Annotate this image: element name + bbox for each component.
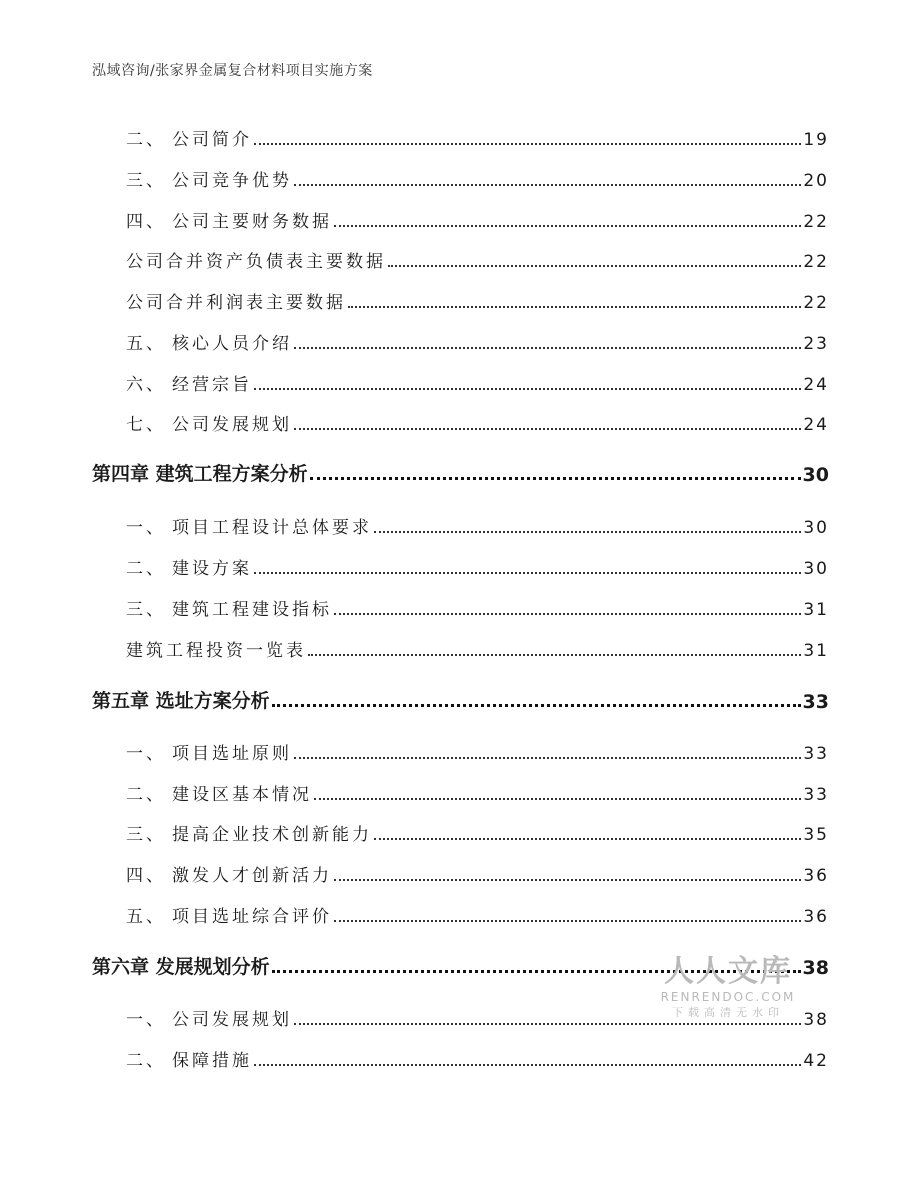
toc-section-entry[interactable] xyxy=(0,161,920,191)
toc-dot-leader xyxy=(334,613,801,615)
toc-page-number: 38 xyxy=(803,1010,829,1030)
toc-entry-text: 项目选址综合评价 xyxy=(172,907,332,927)
toc-page-number: 30 xyxy=(803,518,829,538)
toc-page-number: 30 xyxy=(802,464,829,486)
toc-entry-text: 公司合并资产负债表主要数据 xyxy=(126,252,386,272)
toc-page-number: 24 xyxy=(803,375,829,395)
toc-page-number: 38 xyxy=(802,957,829,979)
toc-chapter-entry[interactable] xyxy=(0,683,920,713)
toc-entry-number: 五、 xyxy=(126,334,166,354)
toc-section-entry[interactable] xyxy=(0,405,920,435)
toc-dot-leader xyxy=(272,970,801,973)
toc-section-entry[interactable] xyxy=(0,202,920,232)
toc-entry-title xyxy=(92,686,270,713)
toc-entry-title xyxy=(126,329,292,354)
toc-dot-leader xyxy=(334,920,801,922)
toc-dot-leader xyxy=(294,428,801,430)
toc-section-entry[interactable] xyxy=(0,590,920,620)
toc-entry-title xyxy=(126,288,346,313)
toc-entry-title xyxy=(92,459,308,486)
toc-dot-leader xyxy=(254,143,801,145)
toc-entry-number: 二、 xyxy=(126,785,166,805)
toc-dot-leader xyxy=(388,265,801,267)
toc-entry-text: 公司简介 xyxy=(172,130,252,150)
toc-page-number: 22 xyxy=(803,293,829,313)
toc-entry-title xyxy=(126,554,252,579)
toc-entry-text: 提高企业技术创新能力 xyxy=(172,825,372,845)
toc-entry-number: 二、 xyxy=(126,130,166,150)
toc-section-entry[interactable] xyxy=(0,549,920,579)
toc-dot-leader xyxy=(254,572,801,574)
toc-entry-text: 第四章 建筑工程方案分析 xyxy=(92,463,308,485)
toc-section-entry[interactable] xyxy=(0,365,920,395)
toc-section-entry[interactable] xyxy=(0,897,920,927)
toc-dot-leader xyxy=(308,654,801,656)
toc-entry-title xyxy=(126,207,332,232)
toc-page-number: 31 xyxy=(803,600,829,620)
toc-entry-text: 建设区基本情况 xyxy=(172,785,312,805)
toc-entry-title xyxy=(126,595,332,620)
toc-section-entry[interactable] xyxy=(0,775,920,805)
toc-entry-number: 四、 xyxy=(126,866,166,886)
toc-page-number: 24 xyxy=(803,415,829,435)
toc-dot-leader xyxy=(254,388,801,390)
toc-entry-title xyxy=(126,902,332,927)
toc-entry-text: 第六章 发展规划分析 xyxy=(92,956,270,978)
toc-entry-title xyxy=(126,739,292,764)
toc-entry-title xyxy=(126,247,386,272)
toc-dot-leader xyxy=(310,477,801,480)
toc-section-entry[interactable] xyxy=(0,508,920,538)
page-header: 泓域咨询/张家界金属复合材料项目实施方案 xyxy=(92,63,373,79)
toc-dot-leader xyxy=(294,757,801,759)
toc-page-number: 36 xyxy=(803,866,829,886)
toc-chapter-entry[interactable] xyxy=(0,949,920,979)
toc-page-number: 33 xyxy=(803,744,829,764)
toc-entry-text: 公司发展规划 xyxy=(172,415,292,435)
toc-dot-leader xyxy=(254,1064,801,1066)
toc-page-number: 19 xyxy=(803,130,829,150)
toc-entry-text: 保障措施 xyxy=(172,1051,252,1071)
toc-entry-text: 公司主要财务数据 xyxy=(172,212,332,232)
toc-page-number: 33 xyxy=(802,691,829,713)
toc-dot-leader xyxy=(348,306,801,308)
toc-entry-number: 三、 xyxy=(126,600,166,620)
toc-entry-text: 项目工程设计总体要求 xyxy=(172,518,372,538)
toc-entry-text: 经营宗旨 xyxy=(172,375,252,395)
toc-page-number: 31 xyxy=(803,641,829,661)
toc-section-entry[interactable] xyxy=(0,734,920,764)
toc-table-entry[interactable] xyxy=(0,242,920,272)
toc-entry-text: 第五章 选址方案分析 xyxy=(92,690,270,712)
toc-entry-title xyxy=(126,861,332,886)
toc-dot-leader xyxy=(272,704,801,707)
toc-entry-text: 公司竞争优势 xyxy=(172,171,292,191)
toc-dot-leader xyxy=(294,347,801,349)
toc-dot-leader xyxy=(334,879,801,881)
toc-entry-number: 七、 xyxy=(126,415,166,435)
toc-entry-title xyxy=(126,410,292,435)
toc-entry-text: 建筑工程投资一览表 xyxy=(126,641,306,661)
toc-entry-title xyxy=(126,636,306,661)
toc-section-entry[interactable] xyxy=(0,120,920,150)
toc-page-number: 33 xyxy=(803,785,829,805)
toc-entry-title xyxy=(126,166,292,191)
toc-entry-text: 核心人员介绍 xyxy=(172,334,292,354)
toc-entry-number: 四、 xyxy=(126,212,166,232)
toc-page-number: 22 xyxy=(803,252,829,272)
toc-dot-leader xyxy=(294,184,801,186)
toc-dot-leader xyxy=(374,838,801,840)
toc-entry-title xyxy=(126,1046,252,1071)
toc-dot-leader xyxy=(314,798,801,800)
toc-entry-number: 五、 xyxy=(126,907,166,927)
watermark-slogan-text: 下载高清无水印 xyxy=(672,1006,784,1019)
toc-entry-number: 一、 xyxy=(126,744,166,764)
watermark-main-text: 人人文库 xyxy=(664,954,792,989)
toc-chapter-entry[interactable] xyxy=(0,456,920,486)
toc-section-entry[interactable] xyxy=(0,815,920,845)
toc-section-entry[interactable] xyxy=(0,324,920,354)
toc-page-number: 23 xyxy=(803,334,829,354)
toc-page-number: 42 xyxy=(803,1051,829,1071)
toc-entry-text: 激发人才创新活力 xyxy=(172,866,332,886)
toc-entry-text: 项目选址原则 xyxy=(172,744,292,764)
toc-page-number: 35 xyxy=(803,825,829,845)
toc-entry-number: 六、 xyxy=(126,375,166,395)
toc-entry-title xyxy=(126,513,372,538)
toc-page-number: 30 xyxy=(803,559,829,579)
toc-entry-text: 建筑工程建设指标 xyxy=(172,600,332,620)
toc-section-entry[interactable] xyxy=(0,856,920,886)
toc-entry-title xyxy=(126,1005,292,1030)
toc-entry-title xyxy=(126,370,252,395)
toc-entry-title xyxy=(92,952,270,979)
toc-entry-text: 建设方案 xyxy=(172,559,252,579)
toc-entry-text: 公司合并利润表主要数据 xyxy=(126,293,346,313)
toc-entry-number: 二、 xyxy=(126,559,166,579)
toc-table-entry[interactable] xyxy=(0,283,920,313)
toc-dot-leader xyxy=(334,225,801,227)
toc-entry-number: 三、 xyxy=(126,171,166,191)
toc-entry-title xyxy=(126,820,372,845)
toc-entry-number: 一、 xyxy=(126,518,166,538)
toc-page-number: 22 xyxy=(803,212,829,232)
toc-page-number: 36 xyxy=(803,907,829,927)
toc-entry-number: 三、 xyxy=(126,825,166,845)
toc-entry-text: 公司发展规划 xyxy=(172,1010,292,1030)
toc-table-entry[interactable] xyxy=(0,631,920,661)
toc-dot-leader xyxy=(294,1023,801,1025)
toc-entry-number: 一、 xyxy=(126,1010,166,1030)
toc-section-entry[interactable] xyxy=(0,1041,920,1071)
toc-section-entry[interactable] xyxy=(0,1000,920,1030)
toc-page-number: 20 xyxy=(803,171,829,191)
toc-entry-number: 二、 xyxy=(126,1051,166,1071)
toc-entry-title xyxy=(126,780,312,805)
watermark-domain-text: RENRENDOC.COM xyxy=(660,990,796,1004)
toc-entry-title xyxy=(126,125,252,150)
toc-dot-leader xyxy=(374,531,801,533)
